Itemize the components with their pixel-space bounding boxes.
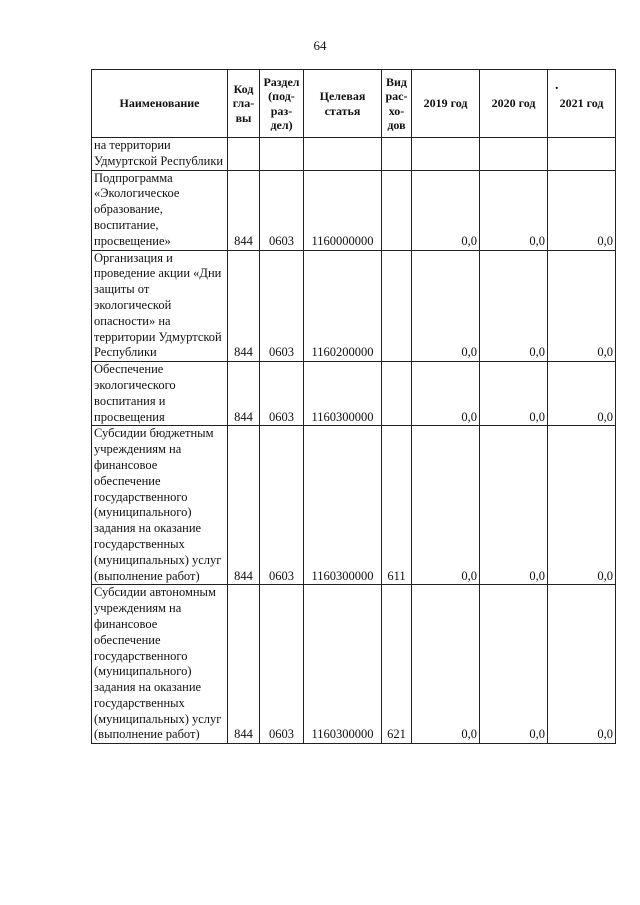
row-2021: 0,0 <box>548 170 616 250</box>
row-target: 1160300000 <box>304 426 382 585</box>
row-section: 0603 <box>260 170 304 250</box>
row-name: Организация и проведение акции «Дни защиты от экологической опасности» на территории Удмуртской Республики <box>92 250 228 362</box>
header-section: Раздел (под-раз-дел) <box>260 70 304 138</box>
row-2020: 0,0 <box>480 170 548 250</box>
header-target: Целевая статья <box>304 70 382 138</box>
row-section: 0603 <box>260 250 304 362</box>
row-2019: 0,0 <box>412 250 480 362</box>
header-exptype: Вид рас-хо-дов <box>382 70 412 138</box>
table-row <box>92 585 616 744</box>
row-code: 844 <box>228 585 260 744</box>
row-target: 1160300000 <box>304 585 382 744</box>
row-code: 844 <box>228 426 260 585</box>
header-name: Наименование <box>92 70 228 138</box>
row-section: 0603 <box>260 362 304 426</box>
row-2021: 0,0 <box>548 362 616 426</box>
row-exptype <box>382 170 412 250</box>
row-name: Субсидии бюджетным учреждениям на финансовое обеспечение государственного (муниципального) задания на оказание государственных (муниципальных) услуг (выполнение работ) <box>92 426 228 585</box>
row-code <box>228 138 260 171</box>
row-exptype <box>382 362 412 426</box>
table-row <box>92 250 616 362</box>
row-2020: 0,0 <box>480 426 548 585</box>
row-exptype <box>382 250 412 362</box>
row-section <box>260 138 304 171</box>
header-2021: 2021 год <box>548 70 616 138</box>
row-name: Обеспечение экологического воспитания и просвещения <box>92 362 228 426</box>
row-target: 1160200000 <box>304 250 382 362</box>
table-row <box>92 138 616 171</box>
row-target: 1160300000 <box>304 362 382 426</box>
row-name: Субсидии автономным учреждениям на финансовое обеспечение государственного (муниципального) задания на оказание государственных (муниципальных) услуг (выполнение работ) <box>92 585 228 744</box>
budget-table <box>91 69 616 744</box>
header-row <box>92 70 616 138</box>
row-2021: 0,0 <box>548 585 616 744</box>
row-2019: 0,0 <box>412 426 480 585</box>
table-row <box>92 426 616 585</box>
table-row <box>92 170 616 250</box>
row-2021: 0,0 <box>548 250 616 362</box>
table-row <box>92 362 616 426</box>
header-2020: 2020 год <box>480 70 548 138</box>
row-code: 844 <box>228 250 260 362</box>
row-code: 844 <box>228 362 260 426</box>
row-2020: 0,0 <box>480 250 548 362</box>
row-2019: 0,0 <box>412 362 480 426</box>
row-exptype <box>382 138 412 171</box>
row-2020 <box>480 138 548 171</box>
row-exptype: 621 <box>382 585 412 744</box>
row-2021 <box>548 138 616 171</box>
row-target <box>304 138 382 171</box>
row-section: 0603 <box>260 585 304 744</box>
row-2021: 0,0 <box>548 426 616 585</box>
row-2020: 0,0 <box>480 362 548 426</box>
header-2019: 2019 год <box>412 70 480 138</box>
row-2020: 0,0 <box>480 585 548 744</box>
row-code: 844 <box>228 170 260 250</box>
row-name: на территории Удмуртской Республики <box>92 138 228 171</box>
row-exptype: 611 <box>382 426 412 585</box>
row-2019: 0,0 <box>412 170 480 250</box>
header-code: Код гла-вы <box>228 70 260 138</box>
row-target: 1160000000 <box>304 170 382 250</box>
row-2019: 0,0 <box>412 585 480 744</box>
row-name: Подпрограмма «Экологическое образование, воспитание, просвещение» <box>92 170 228 250</box>
row-section: 0603 <box>260 426 304 585</box>
row-2019 <box>412 138 480 171</box>
stray-mark: . <box>555 78 559 93</box>
page-number: 64 <box>313 38 327 53</box>
